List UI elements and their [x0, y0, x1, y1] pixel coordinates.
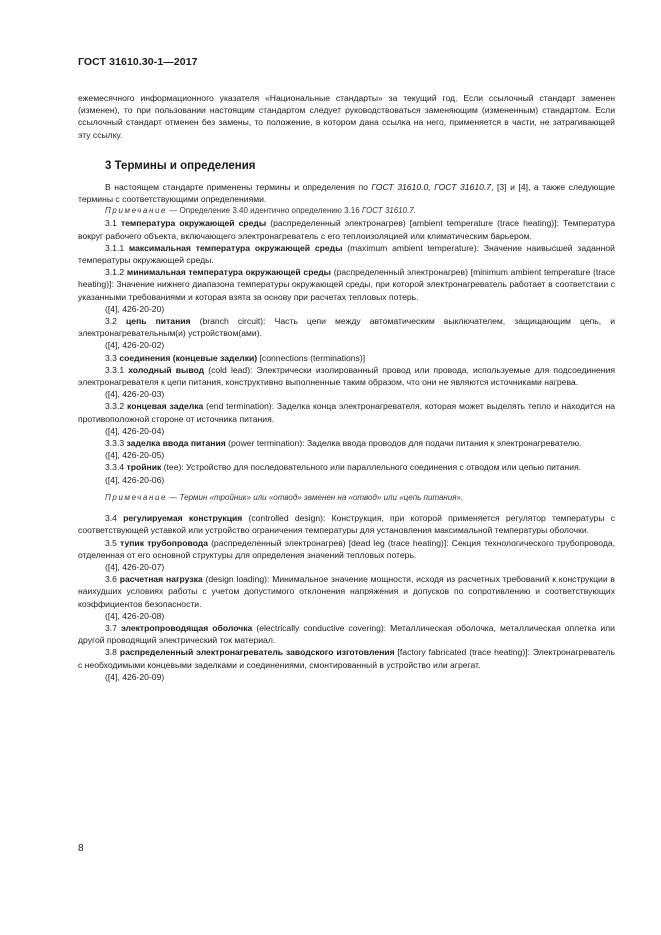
term-text: (design loading): Минимальное значение мощности, исходя из расчетных требований к конструкции в наихудших условиях работы с учетом допустимого отклонения напряжения и допусков по сопротивлению и соответствующих коэффициентов безопасности.: [78, 574, 615, 609]
note-paragraph-2: [78, 492, 615, 504]
term-definition: [78, 537, 615, 561]
term-number: 3.7: [105, 622, 121, 633]
term-number: 3.3.3: [105, 438, 127, 449]
page-content: [78, 92, 615, 683]
section-lead-paragraph: [78, 181, 615, 205]
term-definition: [78, 315, 615, 339]
term-text: (распределенный электронагрев) [dead leg (trace heating)]: Секция технологического трубопровода, отделенная от его основной структуры для определения значений тепловых потерь.: [78, 537, 615, 560]
term-source: ([4], 426-20-09): [105, 671, 165, 682]
note-text: Определение 3.40 идентично определению 3.16: [179, 206, 362, 216]
term-source: ([4], 426-20-20): [105, 303, 165, 314]
term-name: расчетная нагрузка: [119, 574, 203, 585]
term-text: (cold lead): Электрически изолированный провод или провода, используемые для подсоединения электронагревателя к цепи питания, конструктивно выполненные таким образом, что они не являются источниками нагрева.: [78, 364, 615, 388]
term-text: (распределенный электронагрев) [minimum ambient temperature (trace heating)]: Значение нижнего диапазона температуры окружающей среды, при которой электронагреватель работает в соответствии с указанными требованиями и которая взята за основу при расчетах тепловых потерь.: [78, 267, 615, 302]
term-definition: [78, 646, 615, 670]
note-paragraph: [78, 205, 615, 217]
term-text: (tee): Устройство для последовательного или параллельного соединения с отводом или цепью питания.: [161, 462, 582, 473]
term-number: 3.1.2: [105, 267, 127, 278]
term-definition: [78, 437, 615, 449]
term-number: 3.5: [105, 537, 121, 548]
term-number: 3.1: [105, 218, 121, 229]
term-source: ([4], 426-20-04): [105, 425, 165, 436]
page-number: 8: [78, 843, 84, 854]
term-source: ([4], 426-20-03): [105, 389, 165, 400]
document-header: ГОСТ 31610.30-1—2017: [78, 56, 198, 68]
term-name: тройник: [126, 462, 162, 473]
term-text: (branch circuit): Часть цепи между автоматическим выключателем, защищающим цепь, и электронагревательным(и) устройством(ами).: [78, 316, 615, 339]
term-number: 3.3.2: [105, 401, 128, 412]
term-text: (распределенный электронагрев) [ambient temperature (trace heating)]: Температура вокруг рабочего объекта, включающего электронагреватель с его теплоизоляцией или климатическим барьером.: [78, 218, 615, 241]
term-definition: [78, 266, 615, 303]
term-text: (controlled design): Конструкция, при которой применяется регулятор температуры с соответствующей уставкой или устройство ограничения температуры для установления максимальной температуры оболочки.: [78, 513, 615, 536]
note-dash: —: [167, 492, 180, 502]
term-definition: [78, 217, 615, 241]
lead-text-end: , [3] и [4], а также следующие термины с соответствующими определениями.: [78, 181, 615, 205]
note-ref: ГОСТ 31610.7.: [361, 206, 416, 216]
term-definition: [78, 364, 615, 388]
term-name: регулируемая конструкция: [123, 513, 243, 524]
intro-paragraph: ежемесячного информационного указателя «Национальные стандарты» за текущий год. Если ссылочный стандарт заменен (изменен), то при пользовании настоящим стандартом следует руководствоваться заменяющим (измененным) стандартом. Если ссылочный стандарт отменен без замены, то положение, в котором дана ссылка на него, применяется в части, не затрагивающей эту ссылку.: [78, 93, 615, 140]
term-text: (end termination): Заделка конца электронагревателя, которая может выделять тепло и находится на противоположной стороне от источника питания.: [78, 401, 615, 424]
term-definition: [78, 622, 615, 646]
term-text: [factory fabricated (trace heating)]: Электронагреватель с необходимыми концевыми заделками и соединениями, смонтированный в устройство или агрегат.: [78, 647, 615, 670]
term-name: распределенный электронагреватель заводского изготовления: [119, 647, 395, 658]
term-number: 3.6: [105, 574, 120, 585]
term-entries-2: [78, 512, 615, 683]
term-text: (electrically conductive covering): Металлическая оболочка, металлическая оплетка или другой проводящий электрический ток материал.: [78, 622, 615, 646]
term-name: тупик трубопровода: [120, 537, 208, 548]
term-number: 3.2: [105, 316, 127, 327]
term-entries: [78, 217, 615, 485]
term-definition: [78, 352, 615, 364]
term-name: холодный вывод: [128, 364, 205, 375]
term-text: (maximum ambient temperature): Значение наивысшей заданной температуры окружающей среды.: [78, 242, 615, 266]
term-source: ([4], 426-20-06): [105, 474, 165, 485]
term-source: ([4], 426-20-08): [105, 610, 165, 621]
term-source: ([4], 426-20-02): [105, 340, 165, 351]
term-name: максимальная температура окружающей среды: [128, 242, 343, 253]
note-text: Термин «тройник» или «отвод» заменен на «отвод» или «цепь питания».: [179, 492, 464, 502]
term-source: ([4], 426-20-05): [105, 450, 165, 461]
term-number: 3.8: [105, 647, 120, 658]
section-title: 3 Термины и определения: [105, 159, 256, 172]
term-number: 3.3: [105, 352, 120, 363]
term-definition: [78, 461, 615, 473]
term-number: 3.1.1: [105, 242, 129, 253]
lead-refs: ГОСТ 31610.0, ГОСТ 31610.7: [371, 181, 492, 192]
term-definition: [78, 573, 615, 610]
note-dash: —: [167, 206, 180, 216]
term-name: заделка ввода питания: [126, 438, 226, 449]
term-name: концевая заделка: [127, 401, 204, 412]
term-name: температура окружающей среды: [120, 218, 267, 229]
term-number: 3.3.4: [105, 462, 127, 473]
note-label: Примечание: [105, 492, 168, 502]
term-source: ([4], 426-20-07): [105, 561, 165, 572]
term-name: минимальная температура окружающей среды: [126, 267, 332, 278]
term-number: 3.3.1: [105, 364, 129, 375]
term-name: цепь питания: [126, 316, 191, 327]
note-label: Примечание: [105, 206, 168, 216]
term-name: соединения (концевые заделки): [119, 352, 258, 363]
term-number: 3.4: [105, 513, 124, 524]
term-text: (power termination): Заделка ввода проводов для подачи питания к электронагревателю.: [225, 438, 582, 449]
term-text: [connections (terminations)]: [257, 352, 366, 363]
term-definition: [78, 242, 615, 266]
lead-text: В настоящем стандарте применены термины и определения по: [105, 181, 372, 192]
term-definition: [78, 512, 615, 536]
term-definition: [78, 400, 615, 424]
term-name: электропроводящая оболочка: [120, 622, 253, 633]
